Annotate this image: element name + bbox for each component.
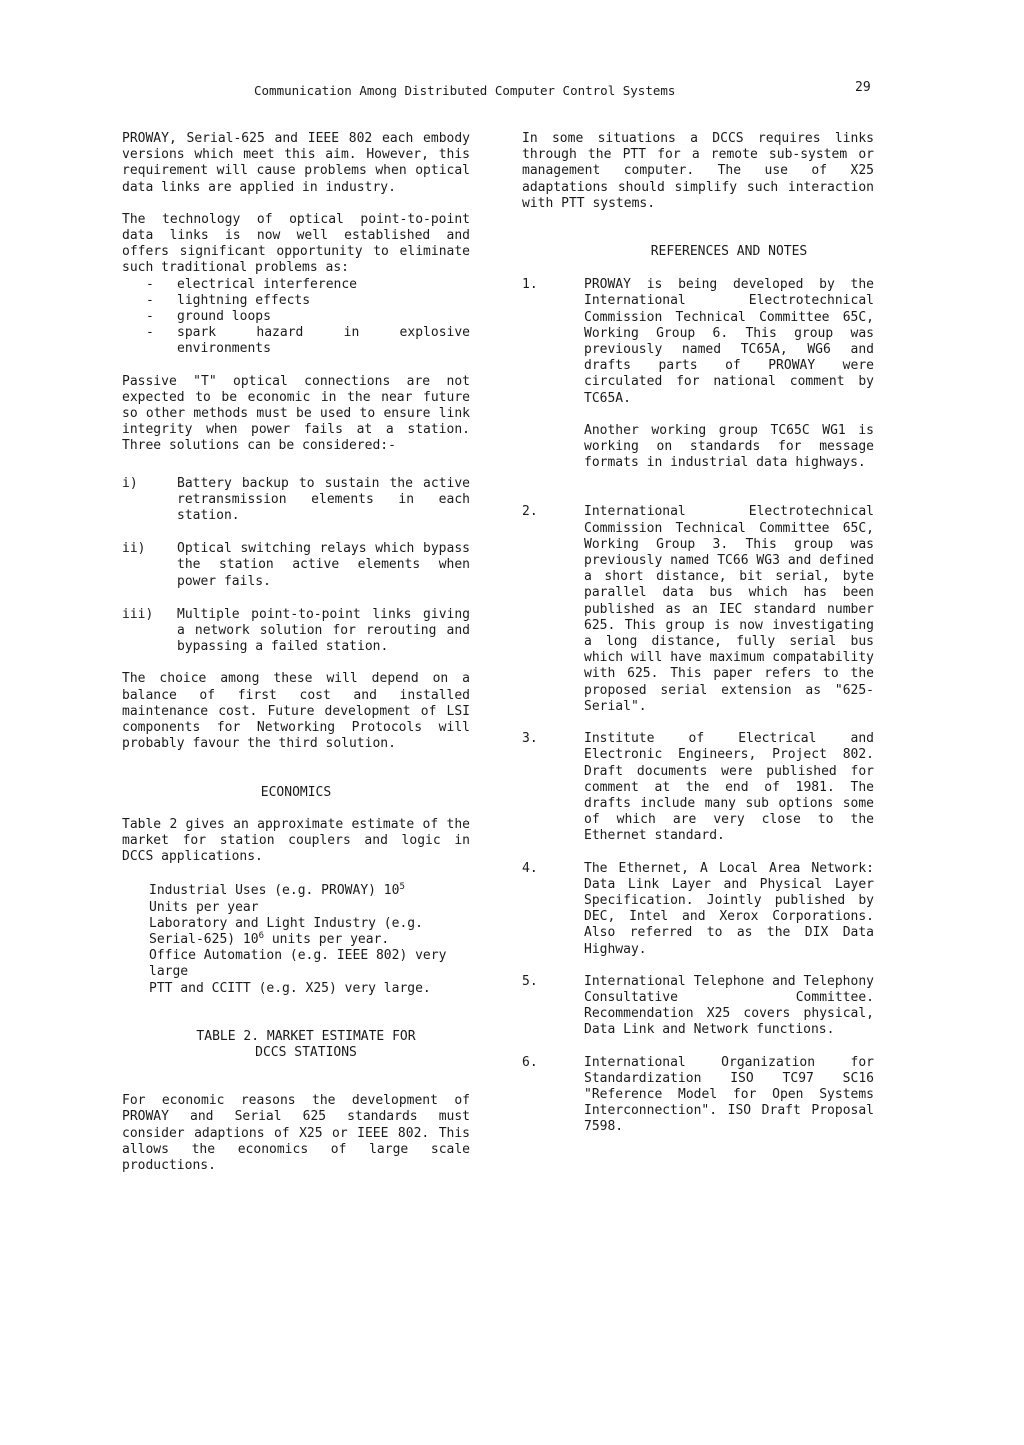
right-column <box>522 131 874 1136</box>
list-item: - lightning effects <box>122 293 470 309</box>
reference-item <box>522 974 874 1039</box>
reference-number: 1. <box>522 277 538 293</box>
solution-item <box>122 607 470 656</box>
list-item: - spark hazard in explosive environments <box>122 325 470 357</box>
solution-item <box>122 476 470 525</box>
reference-item <box>522 1055 874 1136</box>
reference-number: 3. <box>522 731 538 747</box>
table-row: PTT and CCITT (e.g. X25) very large. <box>149 980 431 996</box>
problem-list <box>122 277 470 358</box>
reference-number: 4. <box>522 860 538 876</box>
list-item: - ground loops <box>122 309 470 325</box>
reference-item <box>522 861 874 958</box>
reference-text: International Organization for Standardization ISO TC97 SC16 "Reference Model for Open Systems Interconnection". ISO Draft Proposal 7598. <box>584 1054 874 1135</box>
paragraph: The choice among these will depend on a balance of first cost and installed maintenance cost. Future development of LSI components for Networking Protocols will probably favour the third solution. <box>122 671 470 752</box>
solution-number: i) <box>122 475 138 491</box>
solution-text: Optical switching relays which bypass the station active elements when power fails. <box>177 541 470 589</box>
table-row: Industrial Uses (e.g. PROWAY) $10^5$ Units per year <box>149 882 405 915</box>
reference-text: PROWAY is being developed by the International Electrotechnical Commission Technical Committee 65C, Working Group 6. This group was previously named TC65A, WG6 and drafts parts of PROWAY were circulated for national comment by TC65A. <box>584 277 874 406</box>
reference-item <box>522 731 874 844</box>
reference-item <box>522 277 874 407</box>
solution-item <box>122 541 470 590</box>
reference-text: The Ethernet, A Local Area Network: Data Link Layer and Physical Layer Specification. Jointly published by DEC, Intel and Xerox Corporations. Also referred to as the DIX Data Highway. <box>584 860 874 957</box>
solution-text: Multiple point-to-point links giving a network solution for rerouting and bypassing a failed station. <box>177 606 470 655</box>
reference-number: 2. <box>522 504 538 520</box>
reference-number: 6. <box>522 1054 538 1070</box>
paragraph: For economic reasons the development of PROWAY and Serial 625 standards must consider adaptions of X25 or IEEE 802. This allows the economics of large scale productions. <box>122 1093 470 1173</box>
solution-text: Battery backup to sustain the active retransmission elements in each station. <box>177 475 470 524</box>
table-row: Laboratory and Light Industry (e.g. Serial-625) $10^6$ units per year. <box>149 915 423 947</box>
paragraph: Table 2 gives an approximate estimate of the market for station couplers and logic in DCCS applications. <box>122 816 470 865</box>
left-column <box>122 131 470 1174</box>
reference-text: International Telephone and Telephony Consultative Committee. Recommendation X25 covers physical, Data Link and Network functions. <box>584 973 874 1038</box>
section-heading: REFERENCES AND NOTES <box>650 244 808 260</box>
reference-number: 5. <box>522 973 538 989</box>
market-table <box>122 883 470 996</box>
solution-number: ii) <box>122 541 146 557</box>
page-number: 29 <box>855 80 871 95</box>
table-caption: TABLE 2. MARKET ESTIMATE FOR DCCS STATIONS <box>196 1028 416 1060</box>
table-row: Office Automation (e.g. IEEE 802) very large <box>149 948 447 980</box>
exponent: 6 <box>258 930 264 941</box>
paragraph: PROWAY, Serial-625 and IEEE 802 each embody versions which meet this aim. However, this requirement will cause problems when optical data links are applied in industry. <box>122 131 470 195</box>
reference-text: Institute of Electrical and Electronic Engineers, Project 802. Draft documents were published for comment at the end of 1981. The drafts include many sub options some of which are very close to the Ethernet standard. <box>584 731 874 844</box>
paragraph: Passive "T" optical connections are not expected to be economic in the near future so other methods must be used to ensure link integrity when power fails at a station. Three solutions can be considered:- <box>122 373 470 454</box>
paragraph: The technology of optical point-to-point data links is now well established and offers significant opportunity to eliminate such traditional problems as: <box>122 211 470 276</box>
reference-item <box>522 504 874 715</box>
reference-text: International Electrotechnical Commission Technical Committee 65C, Working Group 3. This group was previously named TC66 WG3 and defined a short distance, bit serial, byte parallel data bus which has been published as an IEC standard number 625. This group is now investigating a long distance, fully serial bus which will have maximum compatability with 625. This paper refers to the proposed serial extension as "625-Serial". <box>584 504 874 714</box>
running-head: Communication Among Distributed Computer Control Systems <box>254 83 676 98</box>
list-item: - electrical interference <box>122 277 470 293</box>
section-heading: ECONOMICS <box>260 784 332 800</box>
paragraph: In some situations a DCCS requires links through the PTT for a remote sub-system or management computer. The use of X25 adaptations should simplify such interaction with PTT systems. <box>522 131 874 211</box>
reference-note: Another working group TC65C WG1 is working on standards for message formats in industrial data highways. <box>584 422 874 471</box>
solution-number: iii) <box>122 606 154 622</box>
exponent: 5 <box>399 882 405 893</box>
